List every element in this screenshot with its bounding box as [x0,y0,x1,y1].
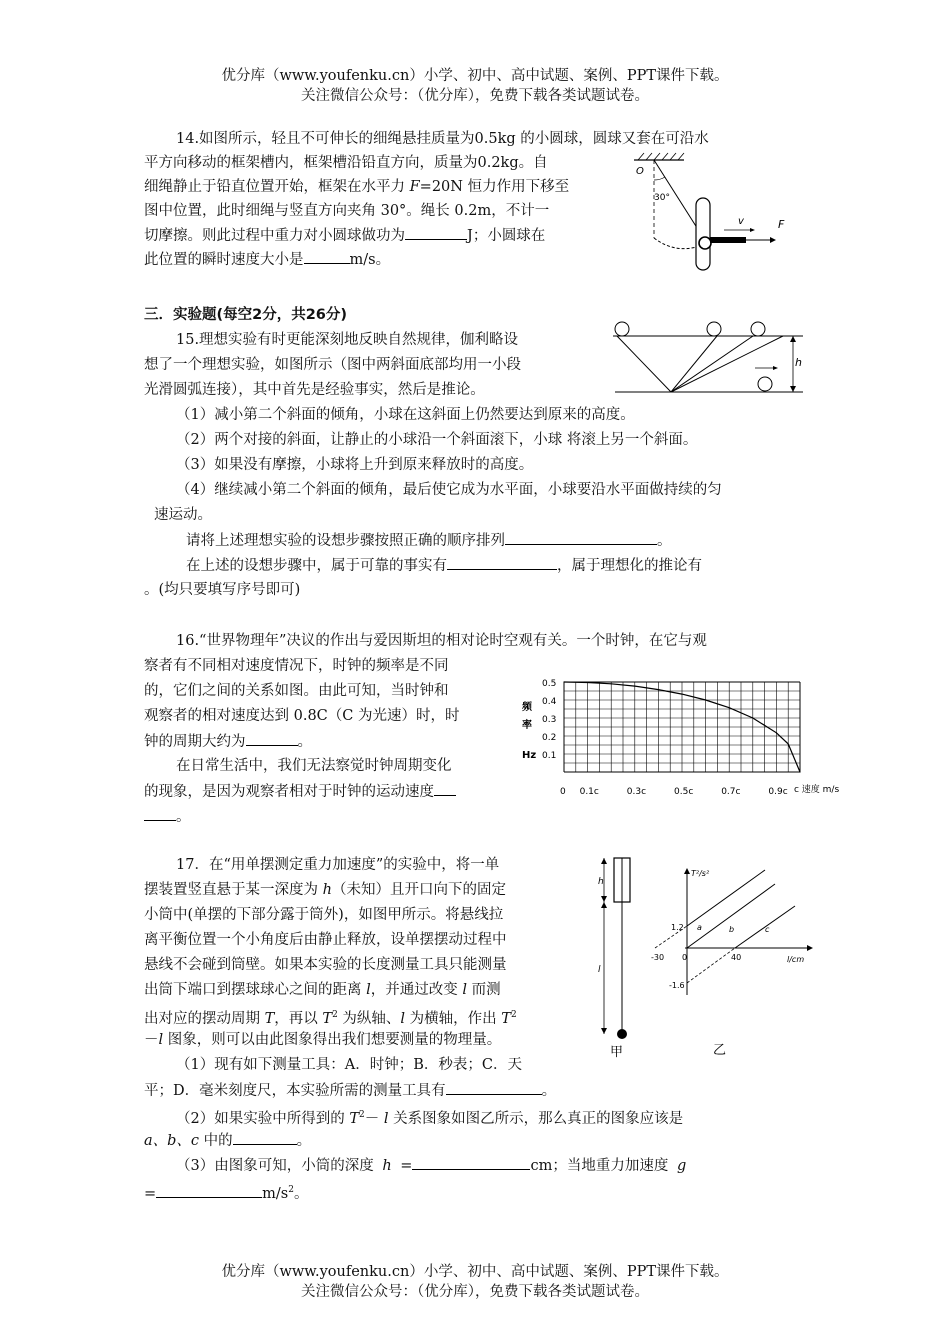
q17-fig-a-h: h [598,877,604,887]
q17-item-2-cont: a、b、c 中的 。 [144,1128,311,1153]
q14-line-4: 图中位置，此时细绳与竖直方向夹角 30°。绳长 0.2m，不计一 [144,203,550,219]
q15-item-2: （2）两个对接的斜面，让静止的小球沿一个斜面滚下，小球 将滚上另一个斜面。 [176,432,698,448]
q17-fig-b-vneg16: -1.6 [669,981,685,990]
q17-item-1-cont: 平；D．毫米刻度尺，本实验所需的测量工具有 。 [144,1078,556,1103]
q14-label-v: v [738,216,744,227]
chart-data-point [658,689,659,690]
q14-figure [620,150,800,275]
q14-blank-work[interactable] [405,223,467,240]
q17-fig-a-l: l [598,965,601,975]
q15-item-4: （4）继续减小第二个斜面的倾角，最后使它成为水平面，小球要沿水平面做持续的匀 [176,482,722,498]
q16-line-5: 钟的周期大约为 。 [144,729,312,754]
q16-line-8: 。 [144,804,191,829]
q17-figure-b [645,860,815,1060]
section-3-title: 三．实验题(每空2分，共26分) [144,307,348,323]
chart-data-point [752,717,753,718]
q14-label-angle: 30° [654,193,670,203]
q16-blank-period[interactable] [246,729,298,746]
chart-xlabel: c 速度 m/s [794,785,840,795]
q17-item-2: （2）如果实验中所得到的 $T^2- l$ 关系图象如图乙所示，那么真正的图象应该是 [176,1110,684,1127]
q17-fig-b-v40: 40 [731,953,742,962]
q15-figure [605,318,810,398]
q16-line-6: 在日常生活中，我们无法察觉时钟周期变化 [176,758,452,774]
chart-xtick-label: 0 [560,787,566,797]
chart-ytick-label: 0.5 [542,679,557,689]
q14-blank-speed[interactable] [304,247,350,264]
chart-xtick-label: 0.5c [674,787,694,797]
chart-ytick-label: 0.3 [542,715,557,725]
chart-data-point [563,681,564,682]
q17-item-1: （1）现有如下测量工具：A．时钟；B．秒表；C．天 [176,1057,522,1073]
chart-data-point [611,683,612,684]
chart-data-point [587,682,588,683]
q17-item-3: （3）由图象可知，小筒的深度 h = cm；当地重力加速度 g [176,1153,686,1178]
chart-data-point [681,693,682,694]
q17-fig-b-a: a [697,923,702,932]
chart-ytick-label: 0.4 [542,697,557,707]
q16-line-4: 观察者的相对速度达到 0.8C（C 为光速）时，时 [144,708,460,724]
q15-label-h: h [795,356,802,369]
chart-data-point [634,686,635,687]
q17-item-3-cont: = $m/s^2$。 [144,1178,308,1206]
q17-line-2: 摆装置竖直悬于某一深度为 h（未知）且开口向下的固定 [144,882,506,898]
q17-line-6: 出筒下端口到摆球球心之间的距离 l，并通过改变 l 而测 [144,982,501,998]
q17-blank-graph[interactable] [233,1128,297,1145]
q15-ask-2-cont: 。(均只要填写序号即可) [144,582,301,598]
q17-fig-b-c: c [765,925,770,934]
chart-xtick-label: 0.3c [626,787,647,797]
q17-fig-b-v0: 0 [682,953,688,962]
q15-line-1: 15.理想实验有时更能深刻地反映自然规律，伽利略设 [176,332,519,348]
chart-ylabel: 率 [522,720,532,731]
q17-fig-a-caption: 甲 [610,1045,624,1060]
q14-line-2: 平方向移动的框架槽内，框架槽沿铅直方向，质量为0.2kg。自 [144,155,548,171]
q14-line-1: 14.如图所示，轻且不可伸长的细绳悬挂质量为0.5kg 的小圆球，圆球又套在可沿水 [176,131,709,147]
q16-line-7: 的现象，是因为观察者相对于时钟的运动速度 [144,779,456,804]
chart-ytick-label: 0.1 [542,751,557,761]
q14-line-5: 切摩擦。则此过程中重力对小圆球做功为 J；小圆球在 [144,223,545,248]
chart-ytick-label: 0.2 [542,733,557,743]
q16-frequency-chart [518,672,858,807]
q15-line-2: 想了一个理想实验，如图所示（图中两斜面底部均用一小段 [144,357,521,373]
q16-line-2: 察者有不同相对速度情况下，时钟的频率是不同 [144,658,449,674]
q17-blank-tools[interactable] [446,1078,542,1095]
q17-line-1: 17．在“用单摆测定重力加速度”的实验中，将一单 [176,857,500,873]
q17-fig-b-v12: 1.2 [671,923,684,932]
q14-label-f: F [778,218,785,231]
chart-xtick-label: 0.1c [579,787,599,797]
footer-line-1: 优分库（www.youfenku.cn）小学、初中、高中试题、案例、PPT课件下载。 [221,1264,729,1280]
q15-item-4-cont: 速运动。 [154,507,212,523]
chart-xtick-label: 0.7c [721,787,741,797]
q17-fig-b-caption: 乙 [713,1043,727,1058]
q14-line-3: 细绳静止于铅直位置开始，框架在水平力 F=20N 恒力作用下移至 [144,179,570,195]
q15-blank-order[interactable] [505,528,657,545]
q16-line-3: 的，它们之间的关系如图。由此可知，当时钟和 [144,683,449,699]
q15-item-1: （1）减小第二个斜面的倾角，小球在这斜面上仍然要达到原来的高度。 [176,407,635,423]
q17-line-8: －l 图象，则可以由此图象得出我们想要测量的物理量。 [144,1032,502,1048]
q15-ask-1: 请将上述理想实验的设想步骤按照正确的顺序排列 。 [186,528,672,553]
q17-fig-b-xlabel: l/cm [787,955,805,964]
footer-line-2: 关注微信公众号：（优分库），免费下载各类试题试卷。 [301,1284,649,1300]
q17-line-3: 小筒中(单摆的下部分露于筒外)，如图甲所示。将悬线拉 [144,907,504,923]
q16-line-1: 16.“世界物理年”决议的作出与爱因斯坦的相对论时空观有关。一个时钟，在它与观 [176,633,707,649]
chart-data-point [705,699,706,700]
q17-line-5: 悬线不会碰到筒壁。如果本实验的长度测量工具只能测量 [144,957,507,973]
header-line-2: 关注微信公众号：（优分库），免费下载各类试题试卷。 [301,88,649,104]
q15-blank-facts[interactable] [447,553,557,570]
chart-ylabel: Hz [522,750,537,761]
chart-data-point [799,771,800,772]
q15-line-3: 光滑圆弧连接），其中首先是经验事实，然后是推论。 [144,382,485,398]
q17-figure-a [588,852,648,1067]
chart-xtick-label: 0.9c [768,787,788,797]
q17-line-4: 离平衡位置一个小角度后由静止释放，设单摆摆动过程中 [144,932,507,948]
q16-blank-speed-b[interactable] [144,804,176,821]
chart-data-point [776,732,777,733]
chart-data-point [788,743,789,744]
q17-blank-gravity[interactable] [156,1181,262,1198]
chart-ylabel: 频 [522,702,532,713]
q17-fig-b-vneg30: -30 [651,953,665,962]
header-line-1: 优分库（www.youfenku.cn）小学、初中、高中试题、案例、PPT课件下载。 [221,68,729,84]
q17-blank-depth[interactable] [412,1153,530,1170]
q14-line-6: 此位置的瞬时速度大小是 m/s。 [144,247,390,272]
q16-blank-speed-a[interactable] [434,779,456,796]
q14-label-o: O [636,166,644,177]
q17-fig-b-ylabel: T²/s² [691,869,710,878]
chart-data-point [729,707,730,708]
q15-ask-2: 在上述的设想步骤中，属于可靠的事实有 ，属于理想化的推论有 [186,553,702,578]
q17-line-7: 出对应的摆动周期 T，再以 $T^2$ 为纵轴、l 为横轴，作出 $T^2$ [144,1010,517,1027]
q15-item-3: （3）如果没有摩擦，小球将上升到原来释放时的高度。 [176,457,534,473]
q17-fig-b-b: b [729,925,735,934]
